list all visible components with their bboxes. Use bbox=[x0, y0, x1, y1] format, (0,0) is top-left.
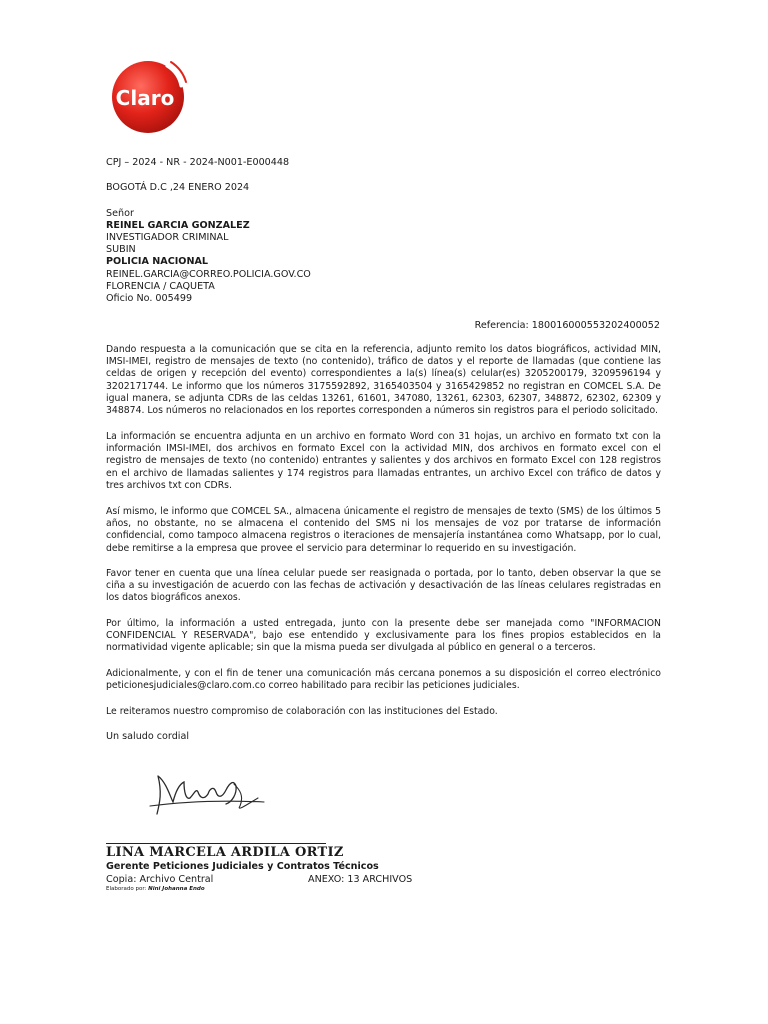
body-paragraph-2: La información se encuentra adjunta en un archivo en formato Word con 31 hojas, un archivo en formato txt con la información IMSI-IMEI, dos archivos en formato Excel con la actividad MIN, dos archivos en formato excel con el registro de mensajes de texto (no contenido) entrantes y salientes y dos archivos en formato Excel con 128 registros en el archivo de llamadas salientes y 174 registros para llamadas entrantes, un archivo Excel con tráfico de datos y tres archivos txt con CDRs. bbox=[106, 431, 661, 491]
body-paragraph-1: Dando respuesta a la comunicación que se cita en la referencia, adjunto remito los datos biográficos, actividad MIN, IMSI-IMEI, registro de mensajes de texto (no contenido), tráfico de datos y el reporte de llamadas (que contiene las celdas de origen y recepción del evento) correspondientes a la(s) línea(s) celular(es) 3205200179, 3209596194 y 3202171744. Le informo que los números 3175592892, 3165403504 y 3165429852 no registran en COMCEL S.A. De igual manera, se adjunta CDRs de las celdas 13261, 61601, 347080, 13261, 62303, 62307, 348872, 62302, 62309 y 348874. Los números no relacionados en los reportes corresponden a números sin registros para el periodo solicitado. bbox=[106, 344, 661, 417]
signature-rule bbox=[106, 843, 326, 844]
date-line: BOGOTÁ D.C ,24 ENERO 2024 bbox=[106, 182, 250, 193]
body-paragraph-6: Adicionalmente, y con el fin de tener una comunicación más cercana ponemos a su disposición el correo electrónico peticionesjudiciales@claro.com.co correo habilitado para recibir las peticiones judiciales. bbox=[106, 668, 661, 692]
recipient-role: INVESTIGADOR CRIMINAL bbox=[106, 232, 229, 243]
body-paragraph-4: Favor tener en cuenta que una línea celular puede ser reasignada o portada, por lo tanto, deben observar la que se ciña a su investigación de acuerdo con las fechas de activación y desactivación de las líneas celulares registradas en los datos biográficos anexos. bbox=[106, 568, 661, 604]
recipient-location: FLORENCIA / CAQUETA bbox=[106, 281, 215, 292]
logo-text: Claro bbox=[115, 86, 175, 110]
recipient-unit: SUBIN bbox=[106, 244, 136, 255]
recipient-name: REINEL GARCIA GONZALEZ bbox=[106, 220, 250, 231]
elaborated-name: Nini Johanna Endo bbox=[148, 886, 205, 892]
body-paragraph-7: Le reiteramos nuestro compromiso de colaboración con las instituciones del Estado. bbox=[106, 706, 498, 717]
elaborated-by bbox=[106, 886, 205, 892]
recipient-email: REINEL.GARCIA@CORREO.POLICIA.GOV.CO bbox=[106, 269, 311, 280]
signer-title: Gerente Peticiones Judiciales y Contratos Técnicos bbox=[106, 861, 379, 872]
copy-line: Copia: Archivo Central bbox=[106, 874, 214, 885]
reference-line: Referencia: 180016000553202400052 bbox=[474, 320, 660, 331]
annex-line: ANEXO: 13 ARCHIVOS bbox=[308, 874, 413, 885]
recipient-organization: POLICIA NACIONAL bbox=[106, 256, 209, 267]
oficio-number: Oficio No. 005499 bbox=[106, 293, 193, 304]
elaborated-label: Elaborado por: bbox=[106, 886, 147, 892]
salutation: Señor bbox=[106, 208, 134, 219]
signer-name: LINA MARCELA ARDILA ORTIZ bbox=[106, 845, 344, 860]
body-paragraph-3: Así mismo, le informo que COMCEL SA., almacena únicamente el registro de mensajes de texto (SMS) de los últimos 5 años, no obstante, no se almacena el contenido del SMS ni los mensajes de voz por tratarse de información confidencial, como tampoco almacena registros o iteraciones de mensajería instantánea como Whatsapp, por lo cual, debe remitirse a la empresa que provee el servicio para determinar lo requerido en su investigación. bbox=[106, 506, 661, 554]
claro-logo bbox=[107, 56, 189, 138]
closing: Un saludo cordial bbox=[106, 731, 190, 742]
reference-code: CPJ – 2024 - NR - 2024-N001-E000448 bbox=[106, 157, 290, 168]
body-paragraph-5: Por último, la información a usted entregada, junto con la presente debe ser manejada como "INFORMACION CONFIDENCIAL Y RESERVADA", bajo ese entendido y exclusivamente para los fines propios establecidos en la normatividad vigente aplicable; sin que la misma pueda ser divulgada al público en general o a terceros. bbox=[106, 618, 661, 654]
handwritten-signature bbox=[140, 762, 270, 822]
